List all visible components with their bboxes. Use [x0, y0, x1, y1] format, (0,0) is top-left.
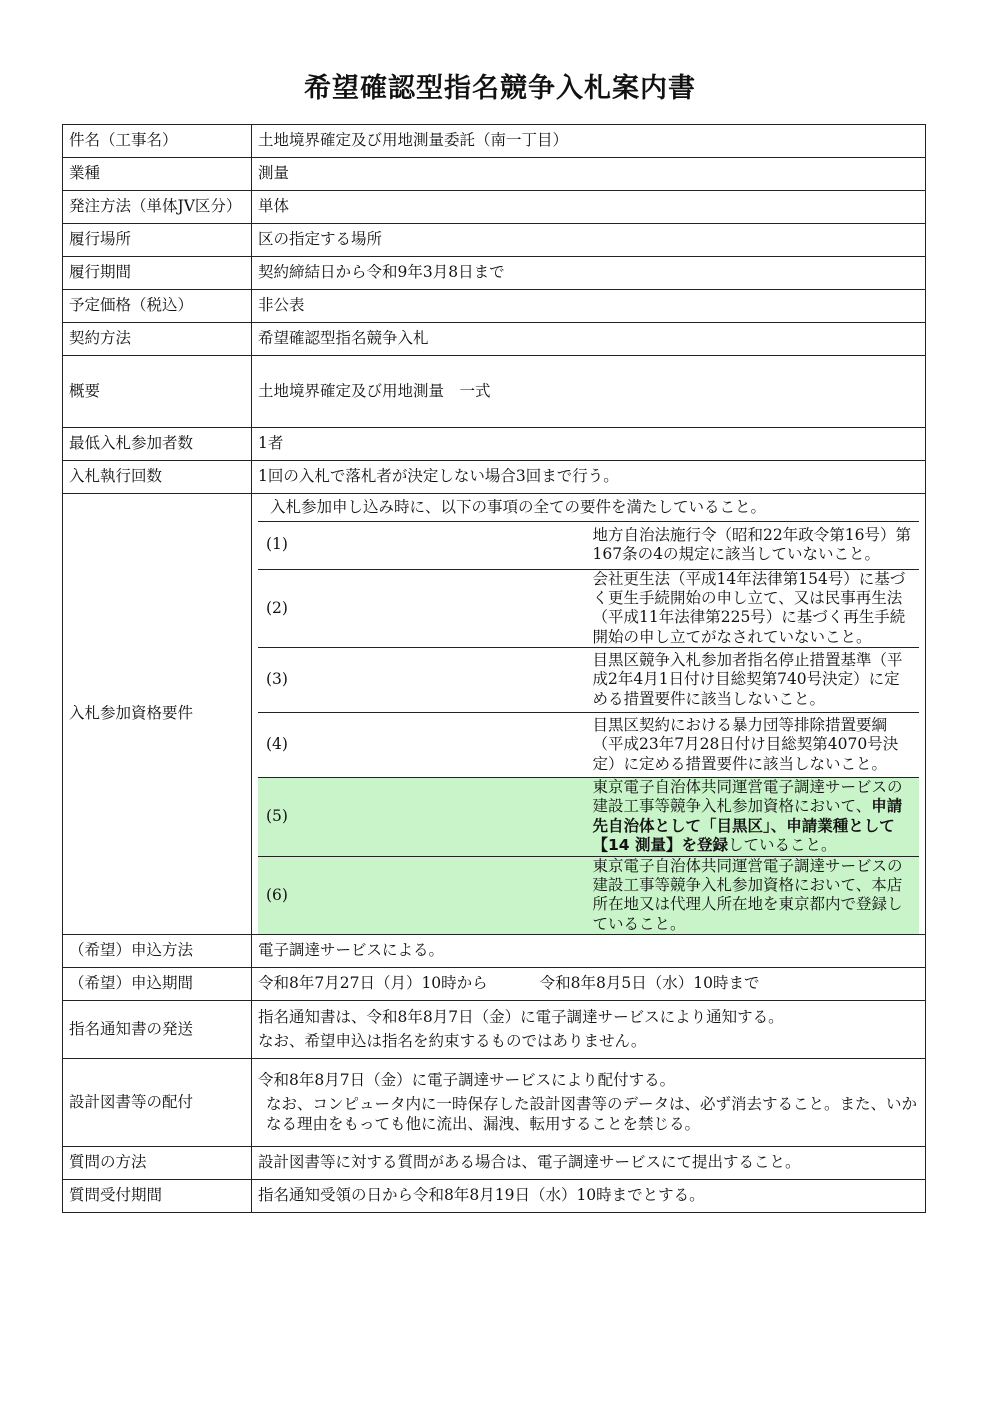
requirement-text [589, 778, 920, 857]
requirement-text-part: 東京電子自治体共同運営電子調達サービスの建設工事等競争入札参加資格において、 [592, 778, 903, 816]
row-category [63, 158, 926, 191]
requirement-text: 地方自治法施行令（昭和22年政令第16号）第167条の4の規定に該当していないこと。 [589, 521, 920, 569]
apply-period-to: 令和8年8月5日（水）10時まで [539, 974, 760, 993]
label-apply-period: （希望）申込期間 [63, 968, 252, 1001]
label-notice: 指名通知書の発送 [63, 1001, 252, 1059]
row-min-bidders [63, 428, 926, 461]
row-name [63, 125, 926, 158]
notice-line-1: 指名通知書は、令和8年8月7日（金）に電子調達サービスにより通知する。 [258, 1007, 784, 1026]
value-method: 単体 [252, 191, 926, 224]
label-category: 業種 [63, 158, 252, 191]
value-drawings [252, 1059, 926, 1147]
value-apply-period [252, 968, 926, 1001]
row-period [63, 257, 926, 290]
requirement-item-highlighted [258, 856, 919, 934]
row-question-period [63, 1180, 926, 1213]
requirement-item-highlighted [258, 778, 919, 857]
requirement-item [258, 569, 919, 648]
requirement-item [258, 648, 919, 713]
requirements-intro-row [258, 494, 919, 521]
row-overview [63, 356, 926, 428]
label-rounds: 入札執行回数 [63, 461, 252, 494]
label-method: 発注方法（単体JV区分） [63, 191, 252, 224]
label-contract: 契約方法 [63, 323, 252, 356]
label-overview: 概要 [63, 356, 252, 428]
drawings-line-2: なお、コンピュータ内に一時保存した設計図書等のデータは、必ず消去すること。また、いかなる理由をもっても他に流出、漏洩、転用することを禁じる。 [266, 1095, 918, 1133]
value-price: 非公表 [252, 290, 926, 323]
value-min-bidders: 1者 [252, 428, 926, 461]
value-notice [252, 1001, 926, 1059]
info-table [62, 124, 926, 1213]
requirement-text-emphasis: 申請先自治体として「目黒区」、申請業種として【14 測量】を登録 [592, 797, 903, 855]
value-rounds: 1回の入札で落札者が決定しない場合3回まで行う。 [252, 461, 926, 494]
requirements-table [258, 494, 919, 934]
label-place: 履行場所 [63, 224, 252, 257]
value-category: 測量 [252, 158, 926, 191]
label-apply-method: （希望）申込方法 [63, 935, 252, 968]
requirement-text: 東京電子自治体共同運営電子調達サービスの建設工事等競争入札参加資格において、本店所在地又は代理人所在地を東京都内で登録していること。 [592, 856, 903, 933]
requirement-number: (1) [258, 521, 589, 569]
requirement-number: (3) [258, 648, 589, 713]
label-question-period: 質問受付期間 [63, 1180, 252, 1213]
row-contract [63, 323, 926, 356]
row-method [63, 191, 926, 224]
apply-period-from: 令和8年7月27日（月）10時から [258, 974, 488, 993]
requirement-text: 目黒区競争入札参加者指名停止措置基準（平成2年4月1日付け目総契第740号決定）に定める措置要件に該当しないこと。 [589, 648, 920, 713]
label-question-method: 質問の方法 [63, 1147, 252, 1180]
value-contract: 希望確認型指名競争入札 [252, 323, 926, 356]
row-requirements [63, 494, 926, 935]
requirement-item [258, 713, 919, 778]
value-place: 区の指定する場所 [252, 224, 926, 257]
notice-line-2: なお、希望申込は指名を約束するものではありません。 [258, 1032, 647, 1050]
value-period: 契約締結日から令和9年3月8日まで [252, 257, 926, 290]
requirement-text: 会社更生法（平成14年法律第154号）に基づく更生手続開始の申し立て、又は民事再生法（平成11年法律第225号）に基づく再生手続開始の申し立てがなされていないこと。 [589, 569, 920, 648]
row-price [63, 290, 926, 323]
requirement-number: (2) [258, 569, 589, 648]
requirement-item [258, 521, 919, 569]
row-place [63, 224, 926, 257]
label-requirements: 入札参加資格要件 [63, 494, 252, 935]
label-period: 履行期間 [63, 257, 252, 290]
value-question-period: 指名通知受領の日から令和8年8月19日（水）10時までとする。 [252, 1180, 926, 1213]
label-price: 予定価格（税込） [63, 290, 252, 323]
requirement-text-part: していること。 [727, 836, 837, 855]
label-drawings: 設計図書等の配付 [63, 1059, 252, 1147]
requirement-number: (5) [258, 778, 589, 857]
row-drawings [63, 1059, 926, 1147]
label-min-bidders: 最低入札参加者数 [63, 428, 252, 461]
value-question-method: 設計図書等に対する質問がある場合は、電子調達サービスにて提出すること。 [252, 1147, 926, 1180]
requirements-intro: 入札参加申し込み時に、以下の事項の全ての要件を満たしていること。 [258, 494, 919, 521]
value-apply-method: 電子調達サービスによる。 [252, 935, 926, 968]
requirements-cell [252, 494, 926, 935]
requirement-number: (4) [258, 713, 589, 778]
label-name: 件名（工事名） [63, 125, 252, 158]
row-question-method [63, 1147, 926, 1180]
drawings-line-1: 令和8年8月7日（金）に電子調達サービスにより配付する。 [258, 1070, 676, 1089]
row-rounds [63, 461, 926, 494]
value-overview: 土地境界確定及び用地測量 一式 [252, 356, 926, 428]
value-name: 土地境界確定及び用地測量委託（南一丁目） [252, 125, 926, 158]
requirement-number: (6) [266, 885, 288, 904]
document-title: 希望確認型指名競争入札案内書 [304, 73, 696, 104]
requirement-text: 目黒区契約における暴力団等排除措置要綱（平成23年7月28日付け目総契第4070号決定）に定める措置要件に該当しないこと。 [589, 713, 920, 778]
row-notice [63, 1001, 926, 1059]
row-apply-method [63, 935, 926, 968]
row-apply-period [63, 968, 926, 1001]
